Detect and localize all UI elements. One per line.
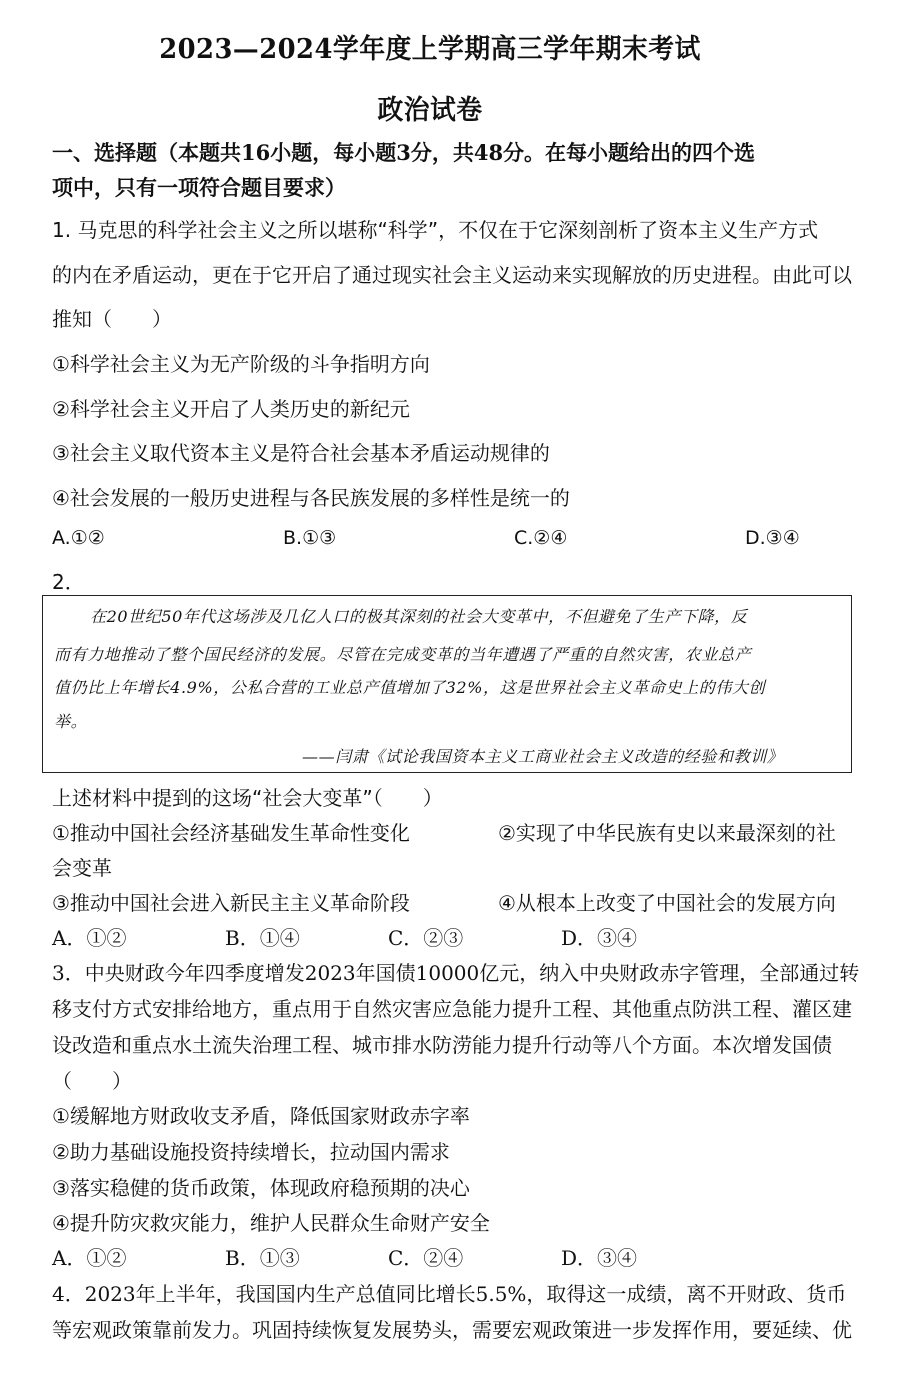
q3-statement-1: ①缓解地方财政收支矛盾，降低国家财政赤字率	[52, 1104, 470, 1128]
q2-statement-3: ③推动中国社会进入新民主主义革命阶段	[52, 891, 410, 915]
q2-statement-2-cont: 会变革	[52, 856, 112, 880]
q2-material-line4: 举。	[54, 712, 88, 731]
q1-statement-2: ②科学社会主义开启了人类历史的新纪元	[52, 397, 410, 421]
q2-option-c: C．②③	[388, 926, 464, 950]
q3-option-a: A．①②	[52, 1246, 127, 1270]
q2-statement-1: ①推动中国社会经济基础发生革命性变化	[52, 821, 410, 845]
q3-option-d: D．③④	[561, 1246, 638, 1270]
q3-option-b: B．①③	[225, 1246, 300, 1270]
q3-statement-4: ④提升防灾救灾能力，维护人民群众生命财产安全	[52, 1211, 490, 1235]
section-heading-line1: 一、选择题（本题共16小题，每小题3分，共48分。在每小题给出的四个选	[52, 140, 756, 165]
q2-material-line2: 而有力地推动了整个国民经济的发展。尽管在完成变革的当年遭遇了严重的自然灾害，农业总产	[54, 645, 752, 664]
q1-statement-4: ④社会发展的一般历史进程与各民族发展的多样性是统一的	[52, 486, 570, 510]
q2-material-source: ——闫肃《试论我国资本主义工商业社会主义改造的经验和教训》	[302, 747, 784, 766]
q3-option-c: C．②④	[388, 1246, 464, 1270]
q2-material-line1: 在20世纪50年代这场涉及几亿人口的极其深刻的社会大变革中，不但避免了生产下降，反	[90, 607, 748, 626]
q2-statement-2: ②实现了中华民族有史以来最深刻的社	[498, 821, 836, 845]
q1-statement-1: ①科学社会主义为无产阶级的斗争指明方向	[52, 352, 430, 376]
exam-title: 2023—2024学年度上学期高三学年期末考试	[159, 34, 701, 65]
q2-stem: 上述材料中提到的这场“社会大变革”（ ）	[52, 786, 443, 810]
q1-statement-3: ③社会主义取代资本主义是符合社会基本矛盾运动规律的	[52, 441, 550, 465]
q2-number: 2．	[52, 570, 85, 594]
q1-stem-line2: 的内在矛盾运动，更在于它开启了通过现实社会主义运动来实现解放的历史进程。由此可以	[52, 263, 852, 287]
q3-statement-2: ②助力基础设施投资持续增长，拉动国内需求	[52, 1140, 450, 1164]
q1-option-b: B.①③	[283, 527, 337, 549]
q4-stem-line2: 等宏观政策靠前发力。巩固持续恢复发展势头，需要宏观政策进一步发挥作用，要延续、优	[52, 1318, 852, 1342]
q1-option-a: A.①②	[52, 527, 105, 549]
q2-material-line3: 值仍比上年增长4.9%，公私合营的工业总产值增加了32%，这是世界社会主义革命史上的伟大创	[54, 678, 766, 697]
q3-stem-line2: 移支付方式安排给地方，重点用于自然灾害应急能力提升工程、其他重点防洪工程、灌区建	[52, 997, 852, 1021]
q4-stem-line1: 4．2023年上半年，我国国内生产总值同比增长5.5%，取得这一成绩，离不开财政、货币	[52, 1282, 847, 1306]
q2-option-b: B．①④	[225, 926, 300, 950]
q3-stem-line4: （ ）	[52, 1069, 132, 1093]
q2-statement-4: ④从根本上改变了中国社会的发展方向	[498, 891, 836, 915]
q3-stem-line1: 3．中央财政今年四季度增发2023年国债10000亿元，纳入中央财政赤字管理，全部通过转	[52, 961, 860, 985]
q2-option-a: A．①②	[52, 926, 127, 950]
section-heading-line2: 项中，只有一项符合题目要求）	[52, 175, 346, 200]
q1-option-c: C.②④	[514, 527, 568, 549]
q3-statement-3: ③落实稳健的货币政策，体现政府稳预期的决心	[52, 1176, 470, 1200]
q1-stem-line1: 1. 马克思的科学社会主义之所以堪称“科学”，不仅在于它深刻剖析了资本主义生产方式	[52, 218, 819, 242]
exam-subtitle: 政治试卷	[377, 95, 483, 126]
q2-option-d: D．③④	[561, 926, 638, 950]
q3-stem-line3: 设改造和重点水土流失治理工程、城市排水防涝能力提升行动等八个方面。本次增发国债	[52, 1033, 832, 1057]
q1-stem-line3: 推知（ ）	[52, 307, 172, 331]
q1-option-d: D.③④	[745, 527, 800, 549]
